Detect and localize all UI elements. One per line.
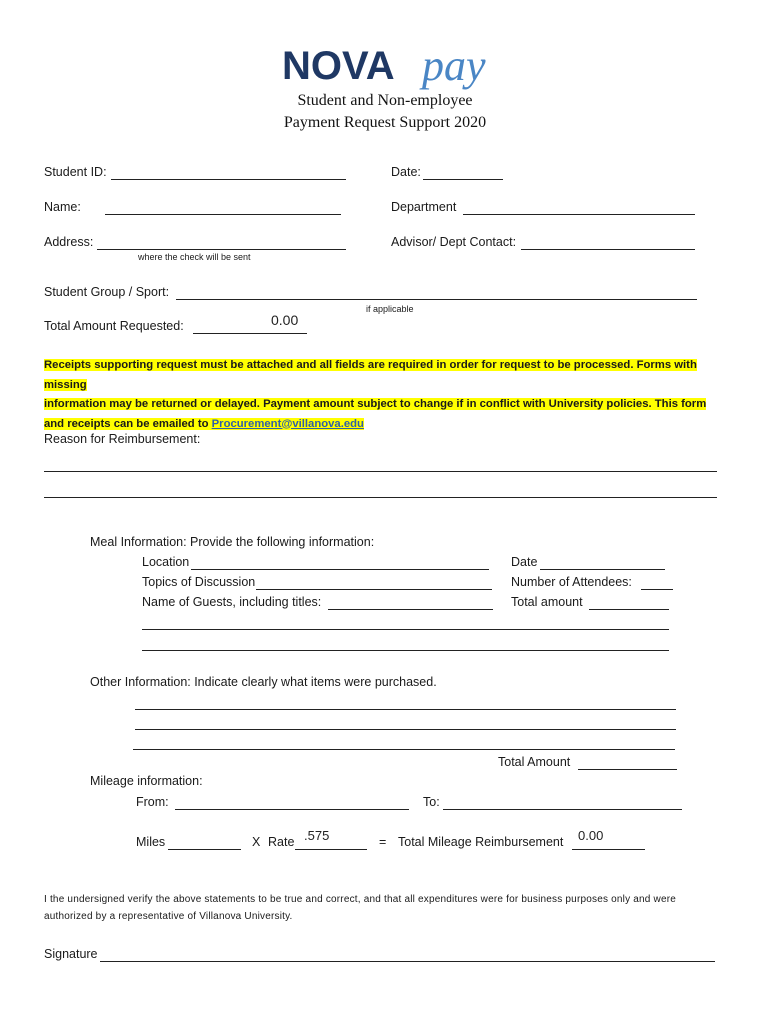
name-label: Name:: [44, 200, 81, 214]
other-line-1[interactable]: [135, 709, 676, 710]
meal-location-field[interactable]: [191, 569, 489, 570]
mileage-from-field[interactable]: [175, 809, 409, 810]
receipts-notice: [44, 356, 734, 434]
meal-guests-label: Name of Guests, including titles:: [142, 595, 322, 609]
notice-line-1: Receipts supporting request must be attached and all fields are required in order for request to be processed. Forms with missing: [44, 359, 697, 391]
meal-heading: Meal Information: Provide the following information:: [90, 535, 375, 549]
mileage-x-label: X: [252, 835, 261, 849]
notice-line-2: information may be returned or delayed. Payment amount subject to change if in conflict with University policies. This form: [44, 398, 707, 410]
reason-line-2[interactable]: [44, 497, 717, 498]
mileage-total-value: 0.00: [578, 828, 604, 843]
total-requested-field[interactable]: [193, 333, 307, 334]
mileage-to-label: To:: [423, 795, 440, 809]
address-field[interactable]: [97, 249, 346, 250]
meal-extra-line-2[interactable]: [142, 650, 669, 651]
student-id-field[interactable]: [111, 179, 346, 180]
mileage-heading: Mileage information:: [90, 774, 203, 788]
mileage-total-label: Total Mileage Reimbursement: [398, 835, 564, 849]
meal-location-label: Location: [142, 555, 190, 569]
department-field[interactable]: [463, 214, 695, 215]
meal-total-label: Total amount: [511, 595, 583, 609]
advisor-field[interactable]: [521, 249, 695, 250]
date-label: Date:: [391, 165, 421, 179]
signature-label: Signature: [44, 947, 98, 961]
address-label: Address:: [44, 235, 94, 249]
department-label: Department: [391, 200, 457, 214]
other-total-field[interactable]: [578, 769, 677, 770]
mileage-equals-label: =: [379, 835, 387, 849]
form-title-line1: Student and Non-employee: [297, 92, 473, 109]
meal-attendees-field[interactable]: [641, 589, 673, 590]
certification-line-2: authorized by a representative of Villanova University.: [44, 911, 293, 922]
meal-extra-line-1[interactable]: [142, 629, 669, 630]
date-field[interactable]: [423, 179, 503, 180]
student-group-hint: if applicable: [366, 304, 414, 314]
other-heading: Other Information: Indicate clearly what items were purchased.: [90, 675, 437, 689]
other-line-2[interactable]: [135, 729, 676, 730]
procurement-email-link[interactable]: Procurement@villanova.edu: [211, 417, 364, 430]
logo-nova-text: NOVA: [282, 44, 395, 88]
reason-label: Reason for Reimbursement:: [44, 432, 201, 446]
total-requested-label: Total Amount Requested:: [44, 319, 184, 333]
student-id-label: Student ID:: [44, 165, 107, 179]
student-group-label: Student Group / Sport:: [44, 285, 170, 299]
student-group-field[interactable]: [176, 299, 697, 300]
mileage-to-field[interactable]: [443, 809, 682, 810]
form-title-line2: Payment Request Support 2020: [283, 114, 487, 131]
mileage-miles-label: Miles: [136, 835, 166, 849]
novapay-logo: [282, 40, 492, 96]
mileage-rate-value: .575: [304, 828, 330, 843]
signature-field[interactable]: [100, 961, 715, 962]
mileage-rate-label: Rate: [268, 835, 295, 849]
meal-date-field[interactable]: [540, 569, 665, 570]
meal-date-label: Date: [511, 555, 538, 569]
mileage-total-field[interactable]: [572, 849, 645, 850]
meal-attendees-label: Number of Attendees:: [511, 575, 632, 589]
mileage-from-label: From:: [136, 795, 169, 809]
mileage-miles-field[interactable]: [168, 849, 241, 850]
other-total-label: Total Amount: [498, 755, 571, 769]
meal-guests-field[interactable]: [328, 609, 493, 610]
notice-line-3: and receipts can be emailed to: [44, 417, 212, 430]
reason-line-1[interactable]: [44, 471, 717, 472]
meal-topics-field[interactable]: [256, 589, 492, 590]
certification-line-1: I the undersigned verify the above statements to be true and correct, and that all expenditures were for business purposes only and were: [44, 894, 676, 905]
address-hint: where the check will be sent: [138, 252, 251, 262]
meal-total-field[interactable]: [589, 609, 669, 610]
logo-pay-text: pay: [422, 41, 486, 90]
other-line-3[interactable]: [133, 749, 675, 750]
mileage-rate-field[interactable]: [295, 849, 367, 850]
advisor-label: Advisor/ Dept Contact:: [391, 235, 517, 249]
meal-topics-label: Topics of Discussion: [142, 575, 256, 589]
total-requested-value: 0.00: [271, 312, 299, 328]
name-field[interactable]: [105, 214, 341, 215]
